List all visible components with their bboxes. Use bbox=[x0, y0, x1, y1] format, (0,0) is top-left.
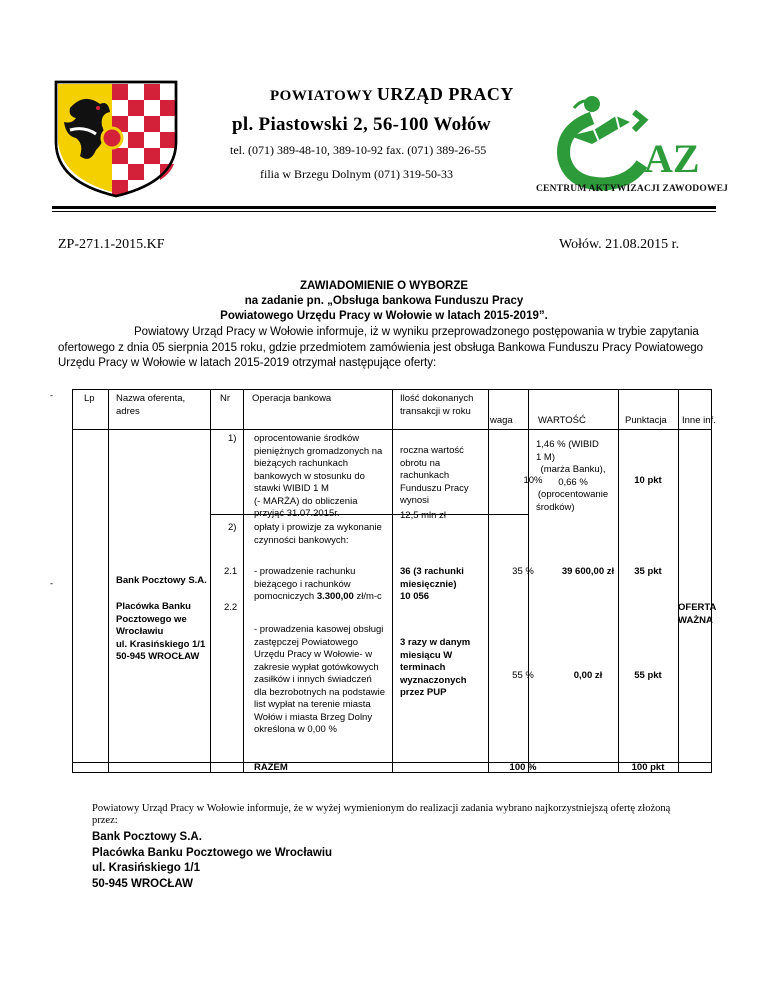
row21-count bbox=[400, 566, 490, 604]
count-line: wyznaczonych bbox=[400, 674, 467, 686]
winner-line: Placówka Banku Pocztowego we Wrocławiu bbox=[92, 846, 333, 859]
count-line: rachunkach bbox=[400, 470, 450, 481]
op-line: określona w 0,00 % bbox=[254, 724, 337, 735]
row22-score: 55 pkt bbox=[634, 670, 662, 681]
op-line: stawki WIBID 1 M bbox=[254, 483, 329, 494]
header-other: Inne inf. bbox=[682, 415, 716, 426]
bidder-line: Placówka Banku bbox=[116, 601, 191, 612]
winner-line: Bank Pocztowy S.A. bbox=[92, 831, 202, 843]
total-weight: 100 % bbox=[509, 762, 537, 773]
winner-line: 50-945 WROCŁAW bbox=[92, 877, 193, 890]
header-count: Ilość dokonanych transakcji w roku bbox=[400, 393, 474, 417]
title-line-2: na zadanie pn. „Obsługa bankowa Funduszu Pracy bbox=[244, 295, 524, 307]
row22-nr: 2.2 bbox=[224, 602, 238, 613]
office-branch: filia w Brzegu Dolnym (071) 319-50-33 bbox=[260, 167, 453, 181]
document-date: Wołów. 21.08.2015 r. bbox=[559, 237, 680, 252]
header-value: WARTOŚĆ bbox=[538, 415, 586, 426]
op-amount: 3.300,00 bbox=[316, 591, 354, 602]
row21-score: 35 pkt bbox=[634, 566, 662, 577]
value-line: środków) bbox=[536, 501, 575, 513]
margin-mark: - bbox=[50, 390, 53, 400]
row2-nr: 2) bbox=[228, 522, 237, 533]
count-line: Funduszu Pracy bbox=[400, 482, 469, 494]
row21-weight: 35 % bbox=[512, 566, 534, 577]
value-line: (marża Banku), bbox=[540, 464, 606, 475]
count-line: 3 razy w danym bbox=[400, 637, 471, 648]
count-line: przez PUP bbox=[400, 687, 447, 698]
row2-operation bbox=[254, 522, 390, 547]
row1-score: 10 pkt bbox=[634, 475, 662, 486]
status-line: WAŻNA bbox=[678, 614, 713, 626]
offers-table bbox=[72, 389, 717, 773]
reference-number: ZP-271.1-2015.KF bbox=[58, 237, 165, 252]
margin-mark: - bbox=[50, 578, 53, 588]
value-line: 1 M) bbox=[536, 451, 555, 463]
row22-weight: 55 % bbox=[512, 670, 534, 681]
row1-value bbox=[528, 439, 618, 514]
bidder-name: Bank Pocztowy S.A. bbox=[116, 575, 207, 586]
county-crest-icon bbox=[50, 78, 182, 198]
footer-text: Powiatowy Urząd Pracy w Wołowie informuje, że w wyżej wymienionym do realizacji zadania wybrano najkorzystniejszą ofertę złożoną przez: bbox=[92, 803, 671, 826]
header-divider-thin bbox=[52, 211, 716, 212]
count-line: miesięcznie) bbox=[400, 578, 457, 590]
value-line: (oprocentowanie bbox=[537, 489, 609, 500]
op-line: bieżących rachunkach bbox=[254, 458, 348, 469]
op-line: bankowych w stosunku do bbox=[254, 470, 365, 482]
header-lp: Lp bbox=[84, 393, 95, 404]
row21-nr: 2.1 bbox=[224, 566, 238, 577]
row1-count-amount: 12,5 mln zł bbox=[400, 510, 446, 521]
op-line: zakresie wypłat gotówkowych bbox=[254, 661, 379, 673]
count-line: 36 (3 rachunki bbox=[400, 566, 464, 577]
status-line: OFERTA bbox=[678, 602, 717, 613]
op-line: - prowadzenia kasowej obsługi bbox=[254, 624, 384, 635]
total-label: RAZEM bbox=[254, 762, 288, 773]
office-phones: tel. (071) 389-48-10, 389-10-92 fax. (071) 389-26-55 bbox=[230, 143, 487, 157]
count-line: roczna wartość bbox=[400, 445, 464, 456]
logo-letters: AZ bbox=[644, 136, 700, 181]
caz-logo-icon bbox=[534, 86, 718, 196]
row22-value: 0,00 zł bbox=[573, 670, 603, 681]
bidder-line: Wrocławiu bbox=[116, 626, 164, 637]
header-operation: Operacja bankowa bbox=[252, 393, 332, 404]
office-main: URZĄD PRACY bbox=[376, 84, 514, 104]
op-line: oprocentowanie środków bbox=[254, 433, 360, 444]
op-line: list wypłat na terenie miasta bbox=[254, 699, 371, 710]
header-score: Punktacja bbox=[625, 415, 667, 426]
bidder-line: Pocztowego we bbox=[116, 613, 187, 625]
op-line: zastępczej Powiatowego bbox=[254, 636, 359, 648]
office-name bbox=[270, 84, 514, 105]
op-line: Urzędu Pracy w Wołowie- w bbox=[254, 649, 373, 660]
header-name: Nazwa oferenta, adres bbox=[116, 393, 186, 417]
header-divider bbox=[52, 206, 716, 209]
op-line: Wołów i miasta Brzeg Dolny bbox=[254, 711, 373, 723]
header-weight: waga bbox=[490, 415, 513, 426]
title-line-1: ZAWIADOMIENIE O WYBORZE bbox=[299, 280, 469, 292]
row1-nr: 1) bbox=[228, 433, 237, 444]
op-line: pieniężnych gromadzonych na bbox=[254, 445, 383, 457]
op-unit: zł/m-c bbox=[353, 591, 382, 602]
row1-count bbox=[400, 445, 490, 508]
row22-count bbox=[400, 637, 490, 700]
op-line: opłaty i prowizje za wykonanie bbox=[254, 522, 382, 533]
value-line: 0,66 % bbox=[558, 476, 588, 488]
op-line: przyjąć 31.07.2015r. bbox=[254, 508, 340, 519]
value-line: 1,46 % (WIBID bbox=[536, 439, 599, 450]
op-text: - prowadzenie rachunku bieżącego i rachunków pomocniczych bbox=[254, 566, 356, 602]
op-line: dla bezrobotnych na podstawie bbox=[254, 686, 385, 698]
intro-paragraph: Powiatowy Urząd Pracy w Wołowie informuje, iż w wyniku przeprowadzonego postępowania w trybie zapytania ofertowego z dnia 05 sierpnia 2015 roku, gdzie przedmiotem zamówienia jest obsługa Bankowa Funduszu Pracy Powiatowego Urzędu Pracy w Wołowie w latach 2015-2019 otrzymał następujące oferty: bbox=[58, 326, 704, 369]
winner-block bbox=[92, 830, 332, 892]
bidder-line: ul. Krasińskiego 1/1 bbox=[116, 638, 206, 650]
bidder-branch bbox=[116, 601, 210, 664]
header-nr: Nr bbox=[220, 393, 231, 404]
op-line: zasiłków i innych świadczeń bbox=[254, 674, 372, 685]
op-line: czynności bankowych: bbox=[254, 534, 349, 546]
row1-weight: 10% bbox=[523, 475, 543, 486]
count-line: miesiącu W bbox=[400, 649, 453, 661]
offer-status bbox=[678, 602, 717, 627]
count-line: terminach bbox=[400, 662, 446, 673]
count-line: wynosi bbox=[400, 495, 430, 506]
row21-value: 39 600,00 zł bbox=[561, 566, 615, 577]
row22-operation bbox=[254, 624, 392, 737]
office-address: pl. Piastowski 2, 56-100 Wołów bbox=[232, 114, 491, 135]
total-score: 100 pkt bbox=[631, 762, 665, 773]
logo-caption: CENTRUM AKTYWIZACJI ZAWODOWEJ bbox=[536, 184, 729, 194]
op-line: (- MARŻA) do obliczenia bbox=[254, 495, 358, 507]
row21-operation bbox=[254, 566, 386, 604]
count-line: obrotu na bbox=[400, 457, 441, 469]
winner-line: ul. Krasińskiego 1/1 bbox=[92, 862, 201, 874]
count-line: 10 056 bbox=[400, 591, 430, 602]
row1-operation bbox=[254, 433, 390, 521]
office-prefix: POWIATOWY bbox=[270, 88, 373, 104]
bidder-line: 50-945 WROCŁAW bbox=[116, 651, 200, 662]
title-line-3: Powiatowego Urzędu Pracy w Wołowie w latach 2015-2019”. bbox=[220, 310, 548, 322]
